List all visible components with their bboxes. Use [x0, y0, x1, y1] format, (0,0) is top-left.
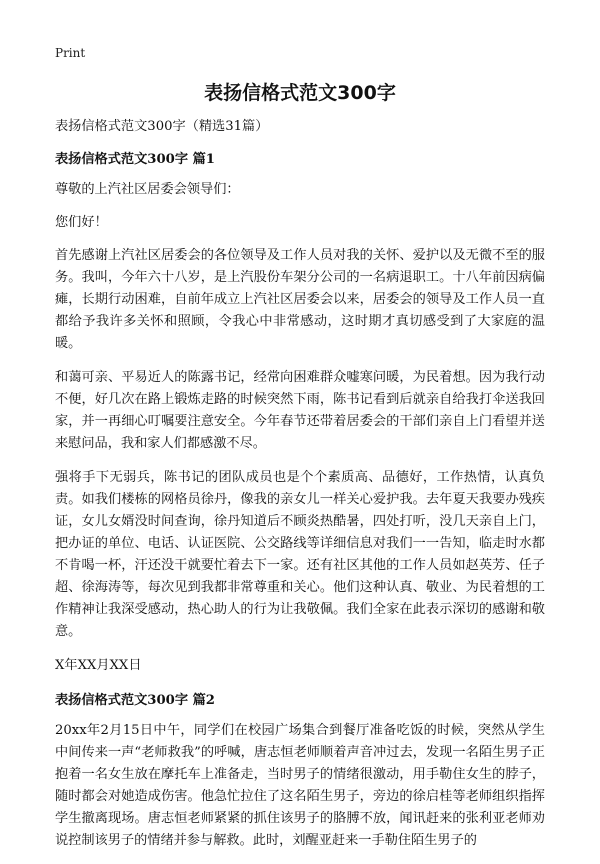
- paragraph: 20xx年2月15日中午，同学们在校园广场集合到餐厅准备吃饭的时候，突然从学生中间传来一声“老师救我”的呼喊，唐志恒老师顺着声音冲过去，发现一名陌生男子正抱着一名女生放在摩托车上准备走，当时男子的情绪很激动，用手勒住女生的脖子，随时都会对她造成伤害。他急忙拉住了这名陌生男子，旁边的徐启桂等老师组织指挥学生撤离现场。唐志恒老师紧紧的抓住该男子的胳膊不放，闻讯赶来的张利亚老师劝说控制该男子的情绪并参与解救。此时，刘醒亚赶来一手勒住陌生男子的: [55, 723, 545, 848]
- paragraph: 和蔼可亲、平易近人的陈露书记，经常向困难群众嘘寒问暖，为民着想。因为我行动不便，好几次在路上锻炼走路的时候突然下雨，陈书记看到后就亲自给我打伞送我回家，并一再细心叮嘱要注意安全。今年春节还带着居委会的干部们亲自上门看望并送来慰问品，我和家人们都感激不尽。: [55, 370, 545, 451]
- letter-date: X年XX月XX日: [55, 658, 142, 673]
- paragraph: 首先感谢上汽社区居委会的各位领导及工作人员对我的关怀、爱护以及无微不至的服务。我叫，今年六十八岁，是上汽股份车架分公司的一名病退职工。十八年前因病偏瘫，长期行动困难，自前年成立上汽社区居委会以来，居委会的领导及工作人员一直都给予我许多关怀和照顾，令我心中非常感动，这时期才真切感受到了大家庭的温暖。: [55, 248, 545, 351]
- document-body: [55, 116, 545, 864]
- document-title: 表扬信格式范文300字: [204, 82, 396, 104]
- print-link[interactable]: Print: [55, 46, 86, 60]
- paragraph: 强将手下无弱兵，陈书记的团队成员也是个个素质高、品德好，工作热情，认真负责。如我们楼栋的网格员徐丹，像我的亲女儿一样关心爱护我。去年夏天我要办残疾证，女儿女婿没时间查询，徐丹知道后不顾炎热酷暑，四处打听，没几天亲自上门，把办证的单位、电话、认证医院、公交路线等详细信息对我们一一告知，临走时水都不肯喝一杯，汗还没干就要忙着去下一家。还有社区其他的工作人员如赵英芳、任子超、徐海涛等，每次见到我都非常尊重和关心。他们这种认真、敬业、为民着想的工作精神让我深受感动，热心助人的行为让我敬佩。我们全家在此表示深切的感谢和敬意。: [55, 470, 545, 639]
- salutation: 尊敬的上汽社区居委会领导们：: [55, 182, 240, 197]
- section-heading-1: 表扬信格式范文300字 篇1: [55, 152, 215, 167]
- document-subtitle: 表扬信格式范文300字（精选31篇）: [55, 119, 269, 134]
- greeting: 您们好！: [55, 215, 108, 230]
- section-heading-2: 表扬信格式范文300字 篇2: [55, 693, 215, 708]
